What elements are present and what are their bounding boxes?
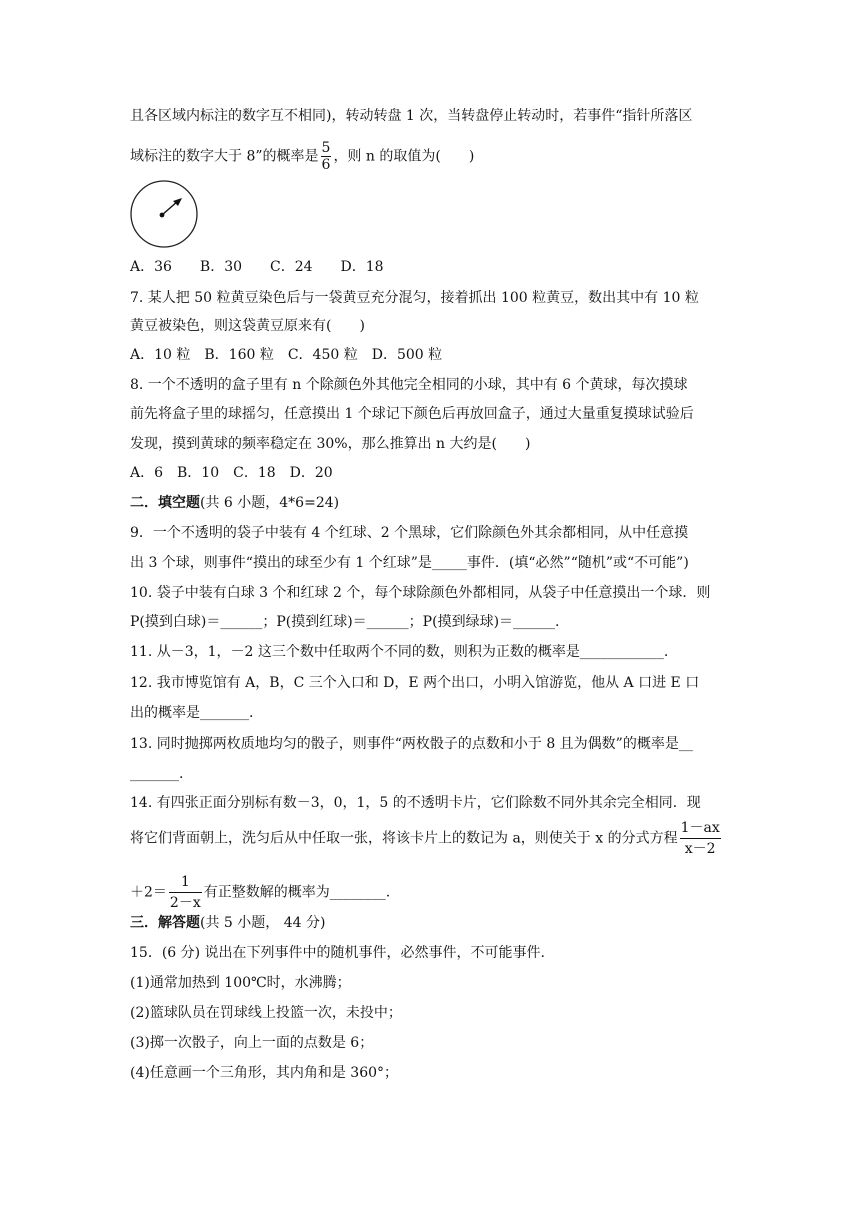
q8-options: A．6 B．10 C．18 D．20 xyxy=(130,465,333,481)
section2-title: 二．填空题 xyxy=(130,495,200,511)
q8-line2: 前先将盒子里的球摇匀，任意摸出 1 个球记下颜色后再放回盒子，通过大量重复摸球试验后 xyxy=(130,406,694,422)
q14-line1: 14. 有四张正面分别标有数－3，0，1，5 的不透明卡片，它们除数不同外其余完全相同．现 xyxy=(130,795,701,811)
q14-line3 xyxy=(130,872,390,913)
q6-line2 xyxy=(130,140,474,173)
q6-fraction xyxy=(321,140,332,173)
q6-line2-post: ，则 n 的取值为( ) xyxy=(333,148,475,165)
q7-line1: 7. 某人把 50 粒黄豆染色后与一袋黄豆充分混匀，接着抓出 100 粒黄豆，数出其中有 10 粒 xyxy=(130,290,699,306)
section3-note: (共 5 小题， 44 分) xyxy=(200,915,326,931)
q13-line1: 13. 同时抛掷两枚质地均匀的骰子，则事件“两枚骰子的点数和小于 8 且为偶数”的概率是__ xyxy=(130,736,693,752)
q14-fraction1-denominator: x－2 xyxy=(684,841,716,857)
q10-line1: 10. 袋子中装有白球 3 个和红球 2 个，每个球除颜色外都相同，从袋子中任意摸出一个球．则 xyxy=(130,585,711,601)
q8-line3: 发现，摸到黄球的频率稳定在 30%，那么推算出 n 大约是( ) xyxy=(130,436,531,452)
section3-heading xyxy=(130,913,325,933)
section2-heading xyxy=(130,493,339,513)
q14-line2 xyxy=(130,818,723,859)
q9-line1: 9．一个不透明的袋子中装有 4 个红球、2 个黑球，它们除颜色外其余都相同，从中任意摸 xyxy=(130,525,689,541)
q15-item4: (4)任意画一个三角形，其内角和是 360°； xyxy=(130,1065,399,1081)
q9-line2: 出 3 个球，则事件“摸出的球至少有 1 个红球”是_____事件．(填“必然”“随机”或“不可能”) xyxy=(130,555,689,571)
q14-fraction2-numerator: 1 xyxy=(169,872,202,893)
q14-line2-pre: 将它们背面朝上，洗匀后从中任取一张，将该卡片上的数记为 a，则使关于 x 的分式方程 xyxy=(130,830,678,847)
spinner-diagram xyxy=(128,178,200,250)
q6-fraction-denominator: 6 xyxy=(321,157,331,173)
q14-fraction2 xyxy=(169,872,202,913)
q6-options: A．36 B．30 C．24 D．18 xyxy=(130,259,384,275)
q14-fraction1 xyxy=(680,818,721,859)
q14-fraction1-numerator: 1－ax xyxy=(680,818,721,839)
q7-options: A．10 粒 B．160 粒 C．450 粒 D．500 粒 xyxy=(130,347,443,363)
q13-line2: _______. xyxy=(130,766,184,782)
q14-fraction2-denominator: 2－x xyxy=(169,895,201,911)
q6-line2-pre: 域标注的数字大于 8”的概率是 xyxy=(130,148,319,165)
q12-line2: 出的概率是_______. xyxy=(130,705,254,721)
q12-line1: 12. 我市博览馆有 A，B，C 三个入口和 D，E 两个出口，小明入馆游览，他从 A 口进 E 口 xyxy=(130,675,700,691)
q8-line1: 8. 一个不透明的盒子里有 n 个除颜色外其他完全相同的小球，其中有 6 个黄球，每次摸球 xyxy=(130,377,688,393)
section3-title: 三．解答题 xyxy=(130,915,200,931)
q14-line3-pre: ＋2＝ xyxy=(130,884,167,901)
q15-line1: 15．(6 分) 说出在下列事件中的随机事件，必然事件，不可能事件. xyxy=(130,945,545,961)
q15-item2: (2)篮球队员在罚球线上投篮一次，未投中； xyxy=(130,1005,402,1021)
q10-line2: P(摸到白球)＝______；P(摸到红球)＝______；P(摸到绿球)＝______. xyxy=(130,614,560,630)
section2-note: (共 6 小题，4*6=24) xyxy=(200,495,340,511)
q15-item1: (1)通常加热到 100℃时，水沸腾； xyxy=(130,975,351,991)
q14-line3-post: 有正整数解的概率为________. xyxy=(203,884,391,901)
q15-item3: (3)掷一次骰子，向上一面的点数是 6； xyxy=(130,1035,374,1051)
q6-fraction-numerator: 5 xyxy=(321,140,331,156)
q11-line1: 11. 从－3，1，－2 这三个数中任取两个不同的数，则积为正数的概率是____________. xyxy=(130,644,669,660)
q6-line1: 且各区域内标注的数字互不相同)，转动转盘 1 次，当转盘停止转动时，若事件“指针所落区 xyxy=(130,108,693,124)
q7-line2: 黄豆被染色，则这袋黄豆原来有( ) xyxy=(130,318,365,334)
